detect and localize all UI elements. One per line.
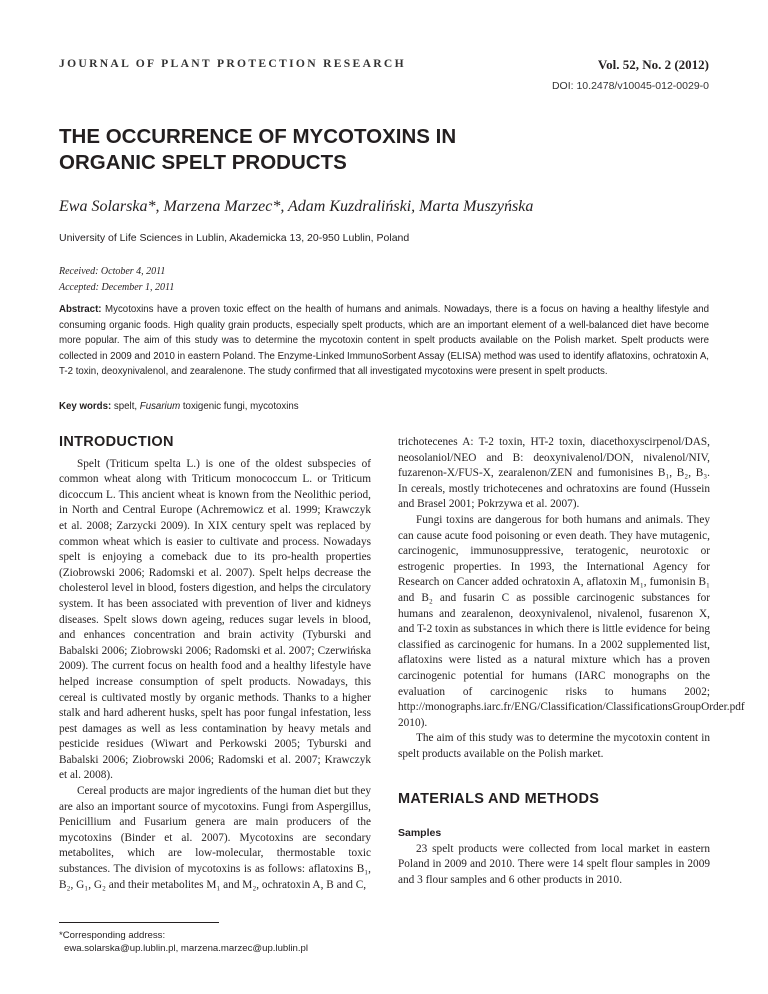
abstract — [59, 302, 709, 380]
keywords-label: Key words: — [59, 401, 112, 412]
keywords-c: toxigenic fungi, mycotoxins — [182, 401, 299, 412]
footnote-emails[interactable]: ewa.solarska@up.lublin.pl, marzena.marzec@up.lublin.pl — [64, 943, 308, 954]
keywords-b: Fusarium — [139, 401, 181, 412]
abstract-text: Mycotoxins have a proven toxic effect on the health of humans and animals. Nowadays, there is a focus on having a healthy lifestyle and consuming organic foods. High quality grain products, especially spelt products, which are an important element of a well-balanced diet have become more popular. The aim of this study was to determine the mycotoxin content in spelt products available on the Polish market. Spelt products were collected in 2009 and 2010 in eastern Poland. The Enzyme-Linked ImmunoSorbent Assay (ELISA) method was used to identify aflatoxins, ochratoxin A, T-2 toxin, deoxynivalenol, and zearalenone. The study confirmed that all investigated mycotoxins were present in spelt products. — [59, 304, 709, 377]
keywords-a: spelt, — [113, 401, 138, 412]
abstract-label: Abstract: — [59, 304, 102, 315]
journal-name: JOURNAL OF PLANT PROTECTION RESEARCH — [59, 57, 406, 70]
volume-info: Vol. 52, No. 2 (2012) — [597, 57, 709, 72]
right-paragraph-2: Fungi toxins are dangerous for both humans and animals. They can cause acute food poisoning or even death. They have mutagenic, carcinogenic, immunosuppressive, teratogenic, neurotoxic or estrogenic properties. In 1993, the International Agency for Research on Cancer added ochratoxin A, aflatoxin M₁, fumonisin B₁ and B₂ and fusarin C as possible carcinogenic substances for humans and zearalenon, deoxynivalenol, nivalenol, fusarenon X, and T-2 toxin as substances in which there is little evidence for being classified as carcinogenic for humans. In a 2002 supplemented list, aflatoxins were listed as a natural mixture which has a proven carcinogenic potential for humans (IARC monographs on the evaluation of carcinogenic risks to humans 2002; http://monographs.iarc.fr/ENG/Classification/ClassificationsGroupOrder.pdf 2010). — [398, 513, 745, 729]
left-column — [59, 435, 371, 893]
title-line-2: ORGANIC SPELT PRODUCTS — [59, 151, 347, 174]
intro-paragraph-2: Cereal products are major ingredients of the human diet but they are also an important source of mycotoxins. Fungi from Aspergillus, Penicillium and Fusarium genera are main producers of the mycotoxins (Binder et al. 2007). Mycotoxins are secondary metabolites, which are low-molecular, thermostable toxic substances. The division of mycotoxins is as follows: aflatoxins B₁, B₂, G₁, G₂ and their metabolites M₁ and M₂, ochratoxin A, B and C, — [59, 785, 371, 891]
accepted-date: Accepted: December 1, 2011 — [59, 282, 175, 293]
article-title — [59, 124, 659, 176]
authors: Ewa Solarska*, Marzena Marzec*, Adam Kuzdraliński, Marta Muszyńska — [59, 198, 534, 215]
doi[interactable]: DOI: 10.2478/v10045-012-0029-0 — [551, 80, 709, 92]
right-column — [398, 435, 745, 888]
received-date: Received: October 4, 2011 — [59, 266, 166, 277]
affiliation: University of Life Sciences in Lublin, Akademicka 13, 20-950 Lublin, Poland — [59, 232, 410, 244]
footnote-label: *Corresponding address: — [59, 930, 166, 941]
footnote-rule — [59, 922, 219, 923]
keywords — [59, 401, 299, 412]
right-paragraph-1: trichotecenes A: T-2 toxin, HT-2 toxin, diacethoxyscirpenol/DAS, neosolaniol/NEO and B: deoxynivalenol/DON, nivalenol/NIV, fuzarenon-X/FUS-X, zearalenon/ZEN and fumonisines B₁, B₂, B₃. In cereals, mostly trichotecenes and ochratoxins are found (Hussein and Brasel 2001; Pokrzywa et al. 2007). — [398, 436, 710, 511]
footnote — [59, 929, 308, 955]
samples-heading: Samples — [398, 827, 442, 840]
title-line-1: THE OCCURRENCE OF MYCOTOXINS IN — [59, 125, 457, 148]
methods-heading: MATERIALS AND METHODS — [398, 791, 600, 808]
introduction-heading: INTRODUCTION — [59, 434, 174, 450]
article-dates — [59, 264, 174, 296]
right-paragraph-3: The aim of this study was to determine the mycotoxin content in spelt products available on the Polish market. — [398, 732, 710, 760]
samples-paragraph: 23 spelt products were collected from local market in eastern Poland in 2009 and 2010. There were 14 spelt flour samples in 2009 and 3 flour samples and 6 other products in 2010. — [398, 842, 710, 886]
intro-paragraph-1: Spelt (Triticum spelta L.) is one of the oldest subspecies of common wheat along with Triticum monococcum L. or Triticum dicoccum L. This ancient wheat is known from the Neolithic period, in North and Central Europe (Achremowicz et al. 1999; Krawczyk et al. 2008; Zarzycki 2009). In XIX century spelt was replaced by common wheat which is easier to cultivate and process. Nowadays spelt is enjoying a comeback due to its pro-health properties (Ziobrowski 2006; Radomski et al. 2007). Spelt helps decrease the cholesterol level in blood, fosters digestion, and helps the circulatory system. It has been associated with prevention of liver and kidneys diseases. Spelt slows down ageing, reduces sugar levels in blood, and enhances concentration and brain activity (Tyburski and Babalski 2006; Ziobrowski 2006; Radomski et al. 2007; Czerwińska 2009). The current focus on health food and a healthy lifestyle have helped increase consumption of spelt products. Nowadays, this cereal is cultivated mostly by organic methods. Thanks to a higher stalk and hard adherent husks, spelt has poor fungal infestation, less pest damages as well as less contamination by heavy metals and pesticide residues (Wiwart and Perkowski 2005; Tyburski and Babalski 2006; Ziobrowski 2006; Radomski et al. 2007; Krawczyk et al. 2008). — [59, 457, 371, 782]
